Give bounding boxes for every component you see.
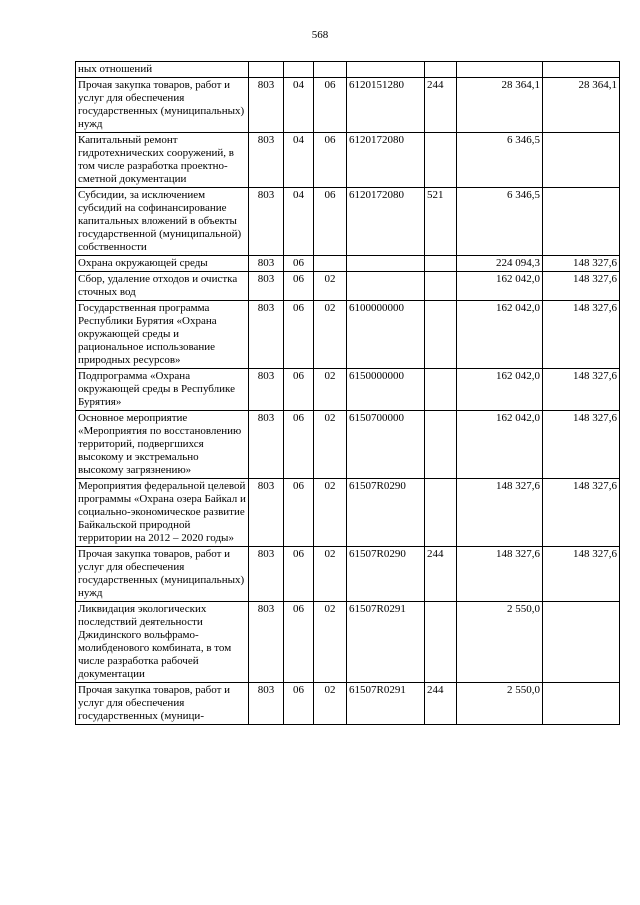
row-sum-2: 148 327,6 [543, 547, 620, 602]
row-rz: 06 [284, 411, 314, 479]
row-name: Государственная программа Республики Бурятия «Охрана окружающей среды и рациональное использование природных ресурсов» [76, 301, 249, 369]
row-vr [425, 602, 457, 683]
row-gr: 803 [249, 272, 284, 301]
row-rz: 06 [284, 479, 314, 547]
table-row [76, 683, 620, 725]
table-row [76, 547, 620, 602]
row-vr [425, 133, 457, 188]
row-name: ных отношений [76, 62, 249, 78]
budget-table [75, 61, 620, 725]
row-name: Мероприятия федеральной целевой программы «Охрана озера Байкал и социально-экономическое развитие Байкальской природной территории на 2012 – 2020 годы» [76, 479, 249, 547]
table-body [76, 62, 620, 725]
row-pr: 02 [314, 411, 347, 479]
row-cs: 61507R0290 [347, 479, 425, 547]
row-name: Прочая закупка товаров, работ и услуг для обеспечения государственных (муниципальных) нужд [76, 547, 249, 602]
row-sum-1: 162 042,0 [457, 272, 543, 301]
row-pr: 06 [314, 78, 347, 133]
row-cs: 6120151280 [347, 78, 425, 133]
row-sum-2: 148 327,6 [543, 272, 620, 301]
page-number: 568 [311, 29, 329, 41]
row-pr [314, 62, 347, 78]
row-rz: 06 [284, 301, 314, 369]
row-cs: 61507R0291 [347, 602, 425, 683]
row-sum-1: 28 364,1 [457, 78, 543, 133]
row-sum-1: 148 327,6 [457, 479, 543, 547]
row-cs: 6120172080 [347, 133, 425, 188]
row-sum-2: 148 327,6 [543, 301, 620, 369]
table-row [76, 133, 620, 188]
row-gr: 803 [249, 602, 284, 683]
row-cs: 6150700000 [347, 411, 425, 479]
row-sum-2: 148 327,6 [543, 411, 620, 479]
row-gr: 803 [249, 188, 284, 256]
row-sum-1: 162 042,0 [457, 369, 543, 411]
row-name: Сбор, удаление отходов и очистка сточных вод [76, 272, 249, 301]
row-sum-1: 2 550,0 [457, 602, 543, 683]
row-sum-2: 28 364,1 [543, 78, 620, 133]
row-gr: 803 [249, 547, 284, 602]
row-rz: 06 [284, 256, 314, 272]
row-gr: 803 [249, 411, 284, 479]
row-rz: 04 [284, 78, 314, 133]
table-row [76, 301, 620, 369]
row-rz: 06 [284, 683, 314, 725]
row-rz: 06 [284, 602, 314, 683]
row-gr: 803 [249, 256, 284, 272]
row-sum-2: 148 327,6 [543, 256, 620, 272]
row-sum-2: 148 327,6 [543, 479, 620, 547]
row-vr [425, 62, 457, 78]
row-sum-1: 2 550,0 [457, 683, 543, 725]
row-cs: 61507R0291 [347, 683, 425, 725]
row-sum-1 [457, 62, 543, 78]
row-gr: 803 [249, 301, 284, 369]
row-pr [314, 256, 347, 272]
table-row [76, 78, 620, 133]
row-vr [425, 369, 457, 411]
table-row [76, 479, 620, 547]
row-sum-1: 224 094,3 [457, 256, 543, 272]
row-pr: 02 [314, 547, 347, 602]
row-vr: 244 [425, 547, 457, 602]
row-pr: 02 [314, 272, 347, 301]
row-cs: 6150000000 [347, 369, 425, 411]
table-row [76, 369, 620, 411]
row-cs [347, 272, 425, 301]
row-vr [425, 256, 457, 272]
row-vr [425, 411, 457, 479]
row-name: Капитальный ремонт гидротехнических сооружений, в том числе разработка проектно-сметной документации [76, 133, 249, 188]
table-row [76, 188, 620, 256]
row-pr: 02 [314, 602, 347, 683]
row-pr: 02 [314, 479, 347, 547]
row-name: Ликвидация экологических последствий деятельности Джидинского вольфрамо-молибденового комбината, в том числе разработка рабочей документации [76, 602, 249, 683]
row-rz: 04 [284, 133, 314, 188]
row-sum-2 [543, 602, 620, 683]
row-sum-2 [543, 188, 620, 256]
row-pr: 02 [314, 301, 347, 369]
row-sum-2: 148 327,6 [543, 369, 620, 411]
row-sum-2 [543, 62, 620, 78]
row-gr: 803 [249, 683, 284, 725]
row-gr: 803 [249, 133, 284, 188]
row-rz [284, 62, 314, 78]
row-rz: 06 [284, 369, 314, 411]
row-vr [425, 301, 457, 369]
row-sum-1: 6 346,5 [457, 188, 543, 256]
row-pr: 06 [314, 188, 347, 256]
row-vr: 521 [425, 188, 457, 256]
row-vr [425, 272, 457, 301]
row-name: Субсидии, за исключением субсидий на софинансирование капитальных вложений в объекты государственной (муниципальной) собственности [76, 188, 249, 256]
row-rz: 06 [284, 272, 314, 301]
row-sum-2 [543, 683, 620, 725]
row-pr: 02 [314, 683, 347, 725]
row-cs: 6100000000 [347, 301, 425, 369]
row-sum-1: 6 346,5 [457, 133, 543, 188]
row-cs [347, 62, 425, 78]
row-sum-2 [543, 133, 620, 188]
row-name: Основное мероприятие «Мероприятия по восстановлению территорий, подвергшихся высокому и экстремально высокому загрязнению» [76, 411, 249, 479]
row-cs: 6120172080 [347, 188, 425, 256]
row-name: Прочая закупка товаров, работ и услуг для обеспечения государственных (муници- [76, 683, 249, 725]
row-vr: 244 [425, 78, 457, 133]
row-name: Подпрограмма «Охрана окружающей среды в Республике Бурятия» [76, 369, 249, 411]
row-cs [347, 256, 425, 272]
row-sum-1: 162 042,0 [457, 411, 543, 479]
row-rz: 04 [284, 188, 314, 256]
row-pr: 06 [314, 133, 347, 188]
row-rz: 06 [284, 547, 314, 602]
row-pr: 02 [314, 369, 347, 411]
row-cs: 61507R0290 [347, 547, 425, 602]
table-row [76, 62, 620, 78]
row-sum-1: 148 327,6 [457, 547, 543, 602]
row-vr: 244 [425, 683, 457, 725]
row-vr [425, 479, 457, 547]
row-name: Прочая закупка товаров, работ и услуг для обеспечения государственных (муниципальных) нужд [76, 78, 249, 133]
row-sum-1: 162 042,0 [457, 301, 543, 369]
row-name: Охрана окружающей среды [76, 256, 249, 272]
row-gr: 803 [249, 78, 284, 133]
table-row [76, 411, 620, 479]
table-row [76, 602, 620, 683]
table-row [76, 256, 620, 272]
row-gr: 803 [249, 369, 284, 411]
row-gr [249, 62, 284, 78]
table-row [76, 272, 620, 301]
row-gr: 803 [249, 479, 284, 547]
